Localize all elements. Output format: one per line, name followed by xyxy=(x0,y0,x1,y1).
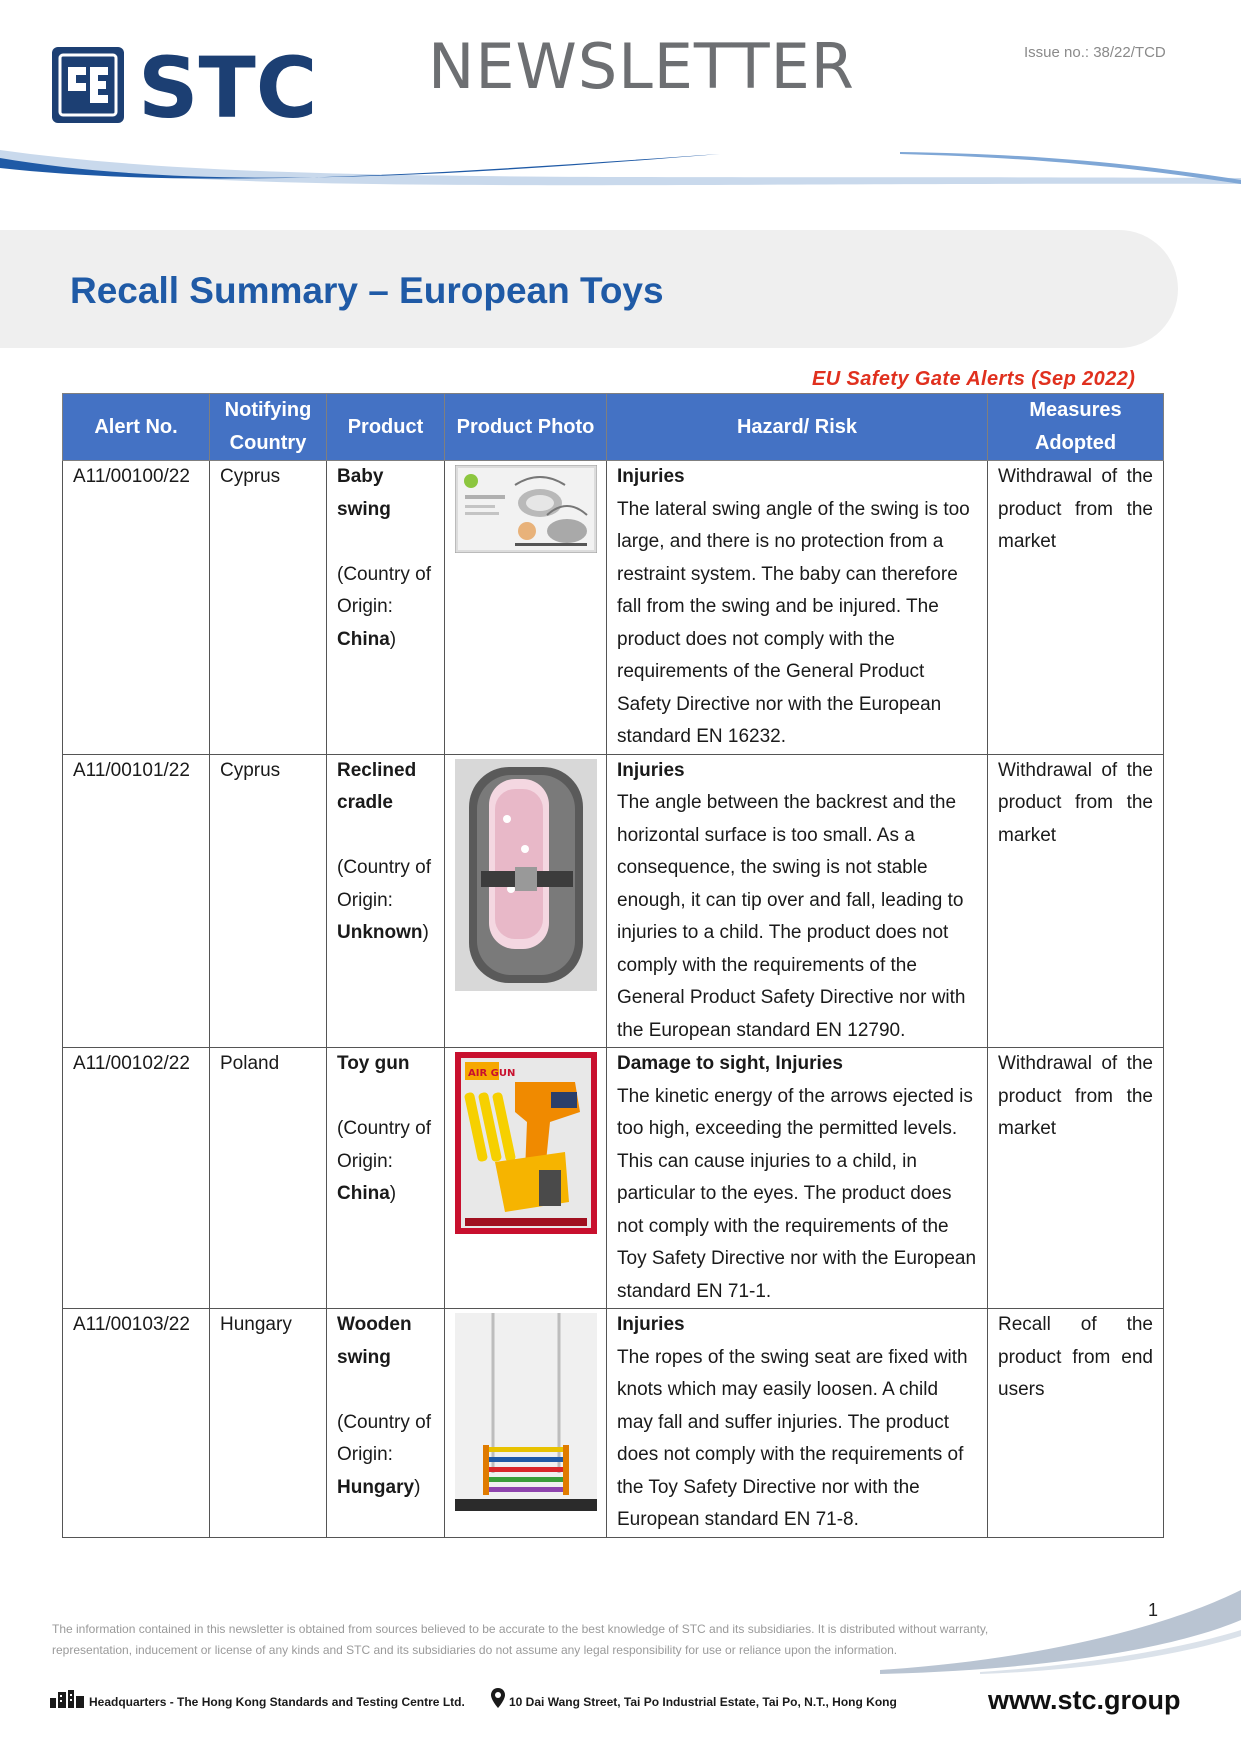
building-icon xyxy=(50,1690,84,1708)
newsletter-label: NEWSLETTER xyxy=(428,30,855,103)
product-cell xyxy=(327,461,445,755)
header-product: Product xyxy=(327,394,445,461)
alert-no-cell: A11/00103/22 xyxy=(63,1309,210,1538)
table-row xyxy=(63,754,1164,1048)
product-cell xyxy=(327,1048,445,1309)
table-header-row xyxy=(63,394,1164,461)
hazard-title: Damage to sight, Injuries xyxy=(617,1053,843,1074)
product-cell xyxy=(327,1309,445,1538)
hazard-cell xyxy=(607,461,988,755)
header-measures: Measures Adopted xyxy=(988,394,1164,461)
disclaimer: The information contained in this newsletter is obtained from sources believed to be accurate to the best knowledge of STC and its subsidiaries. It is distributed without warranty, representation, inducement or license of any kinds and STC and its subsidiaries do not assume any legal responsibility for use or reliance upon the information. xyxy=(52,1622,989,1657)
toy-gun-package-label: AIR GUN xyxy=(468,1068,516,1079)
origin-info xyxy=(337,559,434,657)
origin-suffix: ) xyxy=(422,922,429,943)
hazard-description: The lateral swing angle of the swing is too large, and there is no protection from a restraint system. The baby can therefore fall from the swing and be injured. The product does not comply with the requirements of the General Product Safety Directive nor with the European standard EN 16232. xyxy=(617,498,970,747)
measures-cell: Recall of the product from end users xyxy=(988,1309,1164,1538)
measures-cell: Withdrawal of the product from the market xyxy=(988,1048,1164,1309)
alerts-caption: EU Safety Gate Alerts (Sep 2022) xyxy=(812,368,1136,390)
origin-country: China xyxy=(337,1183,390,1204)
origin-prefix: (Country of Origin: xyxy=(337,1118,431,1172)
header-swoosh-decoration xyxy=(0,130,1241,200)
hazard-title: Injuries xyxy=(617,759,685,781)
origin-info xyxy=(337,1407,434,1505)
recall-table xyxy=(62,393,1164,1538)
product-name: Wooden swing xyxy=(337,1314,412,1368)
headquarters-text: Headquarters - The Hong Kong Standards and Testing Centre Ltd. xyxy=(89,1695,465,1709)
table-row xyxy=(63,1309,1164,1538)
alert-no-cell: A11/00102/22 xyxy=(63,1048,210,1309)
reclined-cradle-photo-icon xyxy=(455,759,597,991)
issue-number: Issue no.: 38/22/TCD xyxy=(1024,44,1166,61)
photo-cell xyxy=(445,1048,607,1309)
origin-prefix: (Country of Origin: xyxy=(337,1411,431,1465)
product-name: Toy gun xyxy=(337,1053,410,1074)
origin-info xyxy=(337,852,434,950)
page-title: Recall Summary – European Toys xyxy=(70,270,664,311)
header-hazard: Hazard/ Risk xyxy=(607,394,988,461)
measures-cell: Withdrawal of the product from the market xyxy=(988,461,1164,755)
country-cell: Poland xyxy=(210,1048,327,1309)
stc-logo xyxy=(52,45,352,125)
origin-suffix: ) xyxy=(389,628,397,650)
photo-cell xyxy=(445,1309,607,1538)
page-number: 1 xyxy=(1148,1600,1159,1620)
origin-country: Unknown xyxy=(337,922,423,943)
country-cell: Hungary xyxy=(210,1309,327,1538)
photo-cell xyxy=(445,461,607,755)
baby-swing-photo-icon xyxy=(455,465,597,553)
hazard-description: The angle between the backrest and the horizontal surface is too small. As a consequence, the swing is not stable enough, it can tip over and fall, leading to injuries to a child. The product does not comply with the requirements of the General Product Safety Directive nor with the European standard EN 12790. xyxy=(617,792,966,1041)
photo-cell xyxy=(445,754,607,1048)
header-notifying-country: Notifying Country xyxy=(210,394,327,461)
hazard-description: The kinetic energy of the arrows ejected is too high, exceeding the permitted levels. This can cause injuries to a child, in particular to the eyes. The product does not comply with the requirements of the Toy Safety Directive nor with the European standard EN 71-1. xyxy=(617,1085,977,1302)
product-cell xyxy=(327,754,445,1048)
origin-prefix: (Country of Origin: xyxy=(337,563,431,617)
alert-no-cell: A11/00101/22 xyxy=(63,754,210,1048)
table-row xyxy=(63,461,1164,755)
origin-suffix: ) xyxy=(389,1183,397,1204)
hazard-title: Injuries xyxy=(617,1314,685,1335)
location-pin-icon xyxy=(491,1688,505,1708)
toy-gun-photo-icon xyxy=(455,1052,597,1234)
origin-prefix: (Country of Origin: xyxy=(337,857,431,911)
address-text: 10 Dai Wang Street, Tai Po Industrial Estate, Tai Po, N.T., Hong Kong xyxy=(509,1695,897,1709)
country-cell: Cyprus xyxy=(210,754,327,1048)
hazard-cell xyxy=(607,754,988,1048)
origin-country: China xyxy=(337,628,390,650)
hazard-description: The ropes of the swing seat are fixed with knots which may easily loosen. A child may fall and suffer injuries. The product does not comply with the requirements of the Toy Safety Directive nor with the European standard EN 71-8. xyxy=(617,1346,968,1530)
table-row xyxy=(63,1048,1164,1309)
header-alert-no: Alert No. xyxy=(63,394,210,461)
hazard-cell xyxy=(607,1309,988,1538)
origin-suffix: ) xyxy=(414,1476,421,1498)
alert-no-cell: A11/00100/22 xyxy=(63,461,210,755)
product-name: Baby swing xyxy=(337,466,391,520)
country-cell: Cyprus xyxy=(210,461,327,755)
header-product-photo: Product Photo xyxy=(445,394,607,461)
logo-text: STC xyxy=(138,45,318,125)
hazard-cell xyxy=(607,1048,988,1309)
origin-country: Hungary xyxy=(337,1476,415,1498)
wooden-swing-photo-icon xyxy=(455,1313,597,1511)
website-link[interactable]: www.stc.group xyxy=(988,1685,1181,1715)
measures-cell: Withdrawal of the product from the market xyxy=(988,754,1164,1048)
footer-swoosh-decoration xyxy=(880,1590,1241,1760)
product-name: Reclined cradle xyxy=(337,759,417,813)
hazard-title: Injuries xyxy=(617,466,685,487)
origin-info xyxy=(337,1113,434,1211)
